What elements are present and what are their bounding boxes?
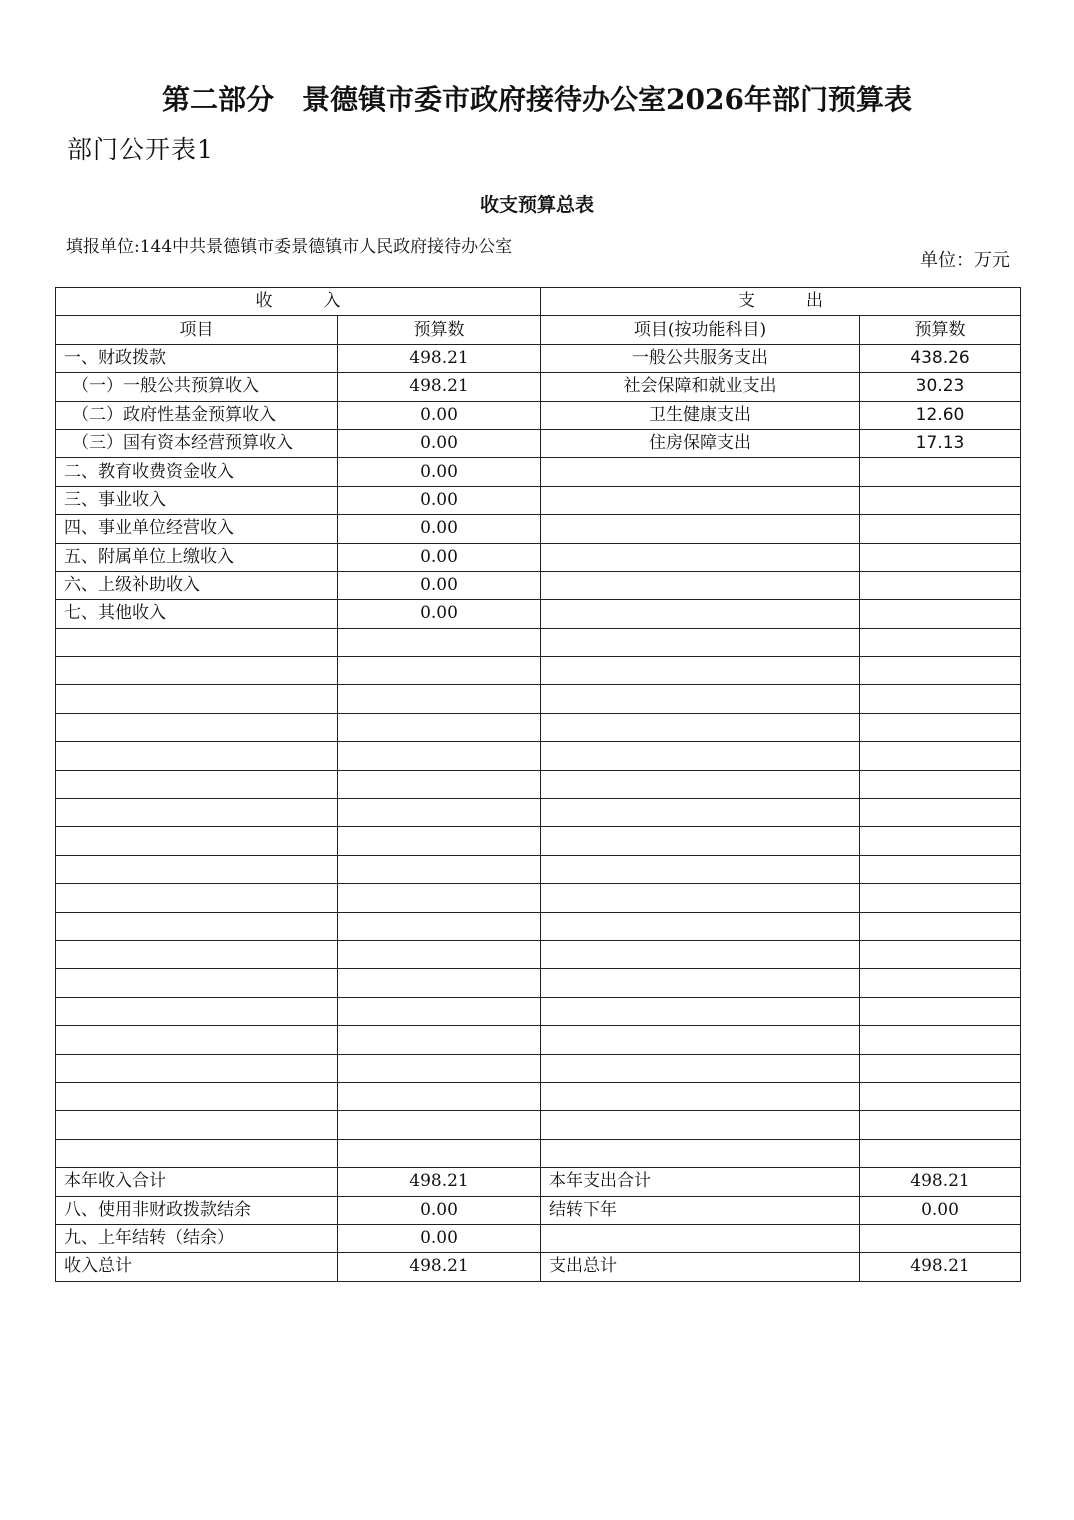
unit-label: 单位：万元 [920, 250, 1010, 271]
blank-cell [56, 628, 338, 656]
blank-cell [541, 713, 860, 741]
budget-table [55, 287, 1021, 1282]
document-subtitle: 部门公开表1 [67, 135, 214, 164]
expense-item: 卫生健康支出 [541, 401, 860, 429]
income-item: 收入总计 [56, 1253, 338, 1281]
expense-item [541, 458, 860, 486]
blank-cell [541, 685, 860, 713]
blank-cell [56, 855, 338, 883]
income-value: 0.00 [338, 458, 541, 486]
expense-item [541, 486, 860, 514]
blank-cell [541, 742, 860, 770]
income-item: 二、教育收费资金收入 [56, 458, 338, 486]
blank-cell [541, 1139, 860, 1167]
blank-cell [541, 827, 860, 855]
income-group-header: 收 入 [56, 288, 541, 316]
blank-cell [56, 940, 338, 968]
blank-cell [860, 884, 1021, 912]
blank-row [56, 997, 1021, 1025]
blank-cell [541, 884, 860, 912]
expense-item: 本年支出合计 [541, 1168, 860, 1196]
blank-cell [56, 997, 338, 1025]
blank-cell [541, 770, 860, 798]
blank-row [56, 1139, 1021, 1167]
blank-cell [56, 1111, 338, 1139]
expense-item [541, 571, 860, 599]
blank-row [56, 657, 1021, 685]
blank-cell [338, 799, 541, 827]
expense-value: 17.13 [860, 429, 1021, 457]
table-row [56, 344, 1021, 372]
blank-cell [541, 799, 860, 827]
blank-cell [56, 742, 338, 770]
blank-cell [860, 997, 1021, 1025]
income-item: （三）国有资本经营预算收入 [56, 429, 338, 457]
blank-cell [56, 912, 338, 940]
blank-cell [541, 657, 860, 685]
income-value: 0.00 [338, 401, 541, 429]
summary-row [56, 1224, 1021, 1252]
blank-row [56, 855, 1021, 883]
blank-cell [860, 827, 1021, 855]
blank-cell [56, 969, 338, 997]
blank-cell [860, 685, 1021, 713]
income-item: 六、上级补助收入 [56, 571, 338, 599]
blank-cell [338, 770, 541, 798]
blank-cell [541, 1054, 860, 1082]
blank-row [56, 940, 1021, 968]
blank-cell [338, 742, 541, 770]
blank-row [56, 770, 1021, 798]
blank-row [56, 1054, 1021, 1082]
income-value: 0.00 [338, 600, 541, 628]
blank-cell [860, 1054, 1021, 1082]
blank-cell [56, 884, 338, 912]
income-value: 498.21 [338, 344, 541, 372]
blank-row [56, 628, 1021, 656]
blank-cell [860, 940, 1021, 968]
expense-value: 498.21 [860, 1168, 1021, 1196]
table-row [56, 458, 1021, 486]
blank-cell [338, 1026, 541, 1054]
blank-row [56, 884, 1021, 912]
blank-cell [541, 940, 860, 968]
blank-cell [541, 1026, 860, 1054]
blank-cell [338, 940, 541, 968]
expense-item [541, 543, 860, 571]
table-row [56, 486, 1021, 514]
blank-cell [56, 799, 338, 827]
expense-item: 一般公共服务支出 [541, 344, 860, 372]
expense-item [541, 600, 860, 628]
group-header-row [56, 288, 1021, 316]
expense-value [860, 571, 1021, 599]
table-row [56, 373, 1021, 401]
income-value: 0.00 [338, 543, 541, 571]
expense-value [860, 486, 1021, 514]
blank-cell [338, 685, 541, 713]
expense-value [860, 600, 1021, 628]
expense-item: 住房保障支出 [541, 429, 860, 457]
income-budget-header: 预算数 [338, 316, 541, 344]
expense-value: 0.00 [860, 1196, 1021, 1224]
expense-item: 支出总计 [541, 1253, 860, 1281]
blank-cell [860, 855, 1021, 883]
income-value: 498.21 [338, 1168, 541, 1196]
blank-cell [541, 997, 860, 1025]
blank-row [56, 969, 1021, 997]
blank-cell [860, 799, 1021, 827]
expense-value: 438.26 [860, 344, 1021, 372]
blank-cell [338, 628, 541, 656]
income-item: 九、上年结转（结余） [56, 1224, 338, 1252]
blank-cell [56, 1054, 338, 1082]
income-item: 本年收入合计 [56, 1168, 338, 1196]
blank-cell [56, 1139, 338, 1167]
blank-cell [338, 657, 541, 685]
income-item: 八、使用非财政拨款结余 [56, 1196, 338, 1224]
blank-cell [338, 1054, 541, 1082]
blank-cell [338, 855, 541, 883]
table-row [56, 600, 1021, 628]
blank-cell [860, 912, 1021, 940]
expense-budget-header: 预算数 [860, 316, 1021, 344]
expense-item [541, 1224, 860, 1252]
blank-row [56, 1026, 1021, 1054]
blank-cell [338, 912, 541, 940]
blank-cell [56, 827, 338, 855]
income-item: 七、其他收入 [56, 600, 338, 628]
blank-row [56, 827, 1021, 855]
blank-row [56, 799, 1021, 827]
summary-row [56, 1253, 1021, 1281]
blank-cell [860, 770, 1021, 798]
blank-row [56, 685, 1021, 713]
expense-item: 社会保障和就业支出 [541, 373, 860, 401]
table-row [56, 401, 1021, 429]
blank-cell [338, 1111, 541, 1139]
income-value: 498.21 [338, 1253, 541, 1281]
blank-cell [860, 1082, 1021, 1110]
blank-cell [56, 657, 338, 685]
expense-item: 结转下年 [541, 1196, 860, 1224]
income-item: （一）一般公共预算收入 [56, 373, 338, 401]
blank-cell [860, 1026, 1021, 1054]
blank-row [56, 1111, 1021, 1139]
expense-group-header: 支 出 [541, 288, 1021, 316]
blank-cell [860, 628, 1021, 656]
blank-cell [860, 713, 1021, 741]
blank-cell [541, 969, 860, 997]
blank-row [56, 1082, 1021, 1110]
income-value: 0.00 [338, 1196, 541, 1224]
blank-cell [338, 713, 541, 741]
blank-cell [56, 1082, 338, 1110]
income-value: 0.00 [338, 571, 541, 599]
income-value: 498.21 [338, 373, 541, 401]
expense-value: 498.21 [860, 1253, 1021, 1281]
expense-item [541, 515, 860, 543]
blank-row [56, 912, 1021, 940]
income-value: 0.00 [338, 429, 541, 457]
income-item: 五、附属单位上缴收入 [56, 543, 338, 571]
reporting-unit: 填报单位:144中共景德镇市委景德镇市人民政府接待办公室 [66, 237, 513, 257]
blank-cell [541, 628, 860, 656]
blank-cell [860, 1139, 1021, 1167]
blank-cell [338, 1082, 541, 1110]
blank-cell [338, 1139, 541, 1167]
income-item: 三、事业收入 [56, 486, 338, 514]
document-title: 第二部分 景德镇市委市政府接待办公室2026年部门预算表 [162, 83, 912, 116]
blank-row [56, 713, 1021, 741]
summary-row [56, 1196, 1021, 1224]
income-value: 0.00 [338, 486, 541, 514]
blank-cell [338, 997, 541, 1025]
blank-cell [56, 713, 338, 741]
expense-value [860, 515, 1021, 543]
expense-value: 30.23 [860, 373, 1021, 401]
income-item: （二）政府性基金预算收入 [56, 401, 338, 429]
blank-cell [56, 1026, 338, 1054]
expense-value [860, 543, 1021, 571]
income-item: 一、财政拨款 [56, 344, 338, 372]
blank-cell [541, 1082, 860, 1110]
blank-cell [860, 742, 1021, 770]
blank-cell [338, 969, 541, 997]
blank-cell [541, 912, 860, 940]
expense-value: 12.60 [860, 401, 1021, 429]
blank-cell [338, 827, 541, 855]
income-value: 0.00 [338, 515, 541, 543]
blank-cell [338, 884, 541, 912]
blank-cell [860, 1111, 1021, 1139]
table-row [56, 571, 1021, 599]
column-header-row [56, 316, 1021, 344]
income-value: 0.00 [338, 1224, 541, 1252]
table-title: 收支预算总表 [479, 194, 594, 216]
expense-item-header: 项目(按功能科目) [541, 316, 860, 344]
table-row [56, 429, 1021, 457]
blank-cell [56, 770, 338, 798]
income-item-header: 项目 [56, 316, 338, 344]
table-row [56, 515, 1021, 543]
blank-cell [541, 855, 860, 883]
expense-value [860, 458, 1021, 486]
summary-row [56, 1168, 1021, 1196]
table-row [56, 543, 1021, 571]
blank-cell [860, 969, 1021, 997]
income-item: 四、事业单位经营收入 [56, 515, 338, 543]
blank-cell [860, 657, 1021, 685]
blank-row [56, 742, 1021, 770]
blank-cell [56, 685, 338, 713]
expense-value [860, 1224, 1021, 1252]
blank-cell [541, 1111, 860, 1139]
blank-rows [56, 628, 1021, 1167]
